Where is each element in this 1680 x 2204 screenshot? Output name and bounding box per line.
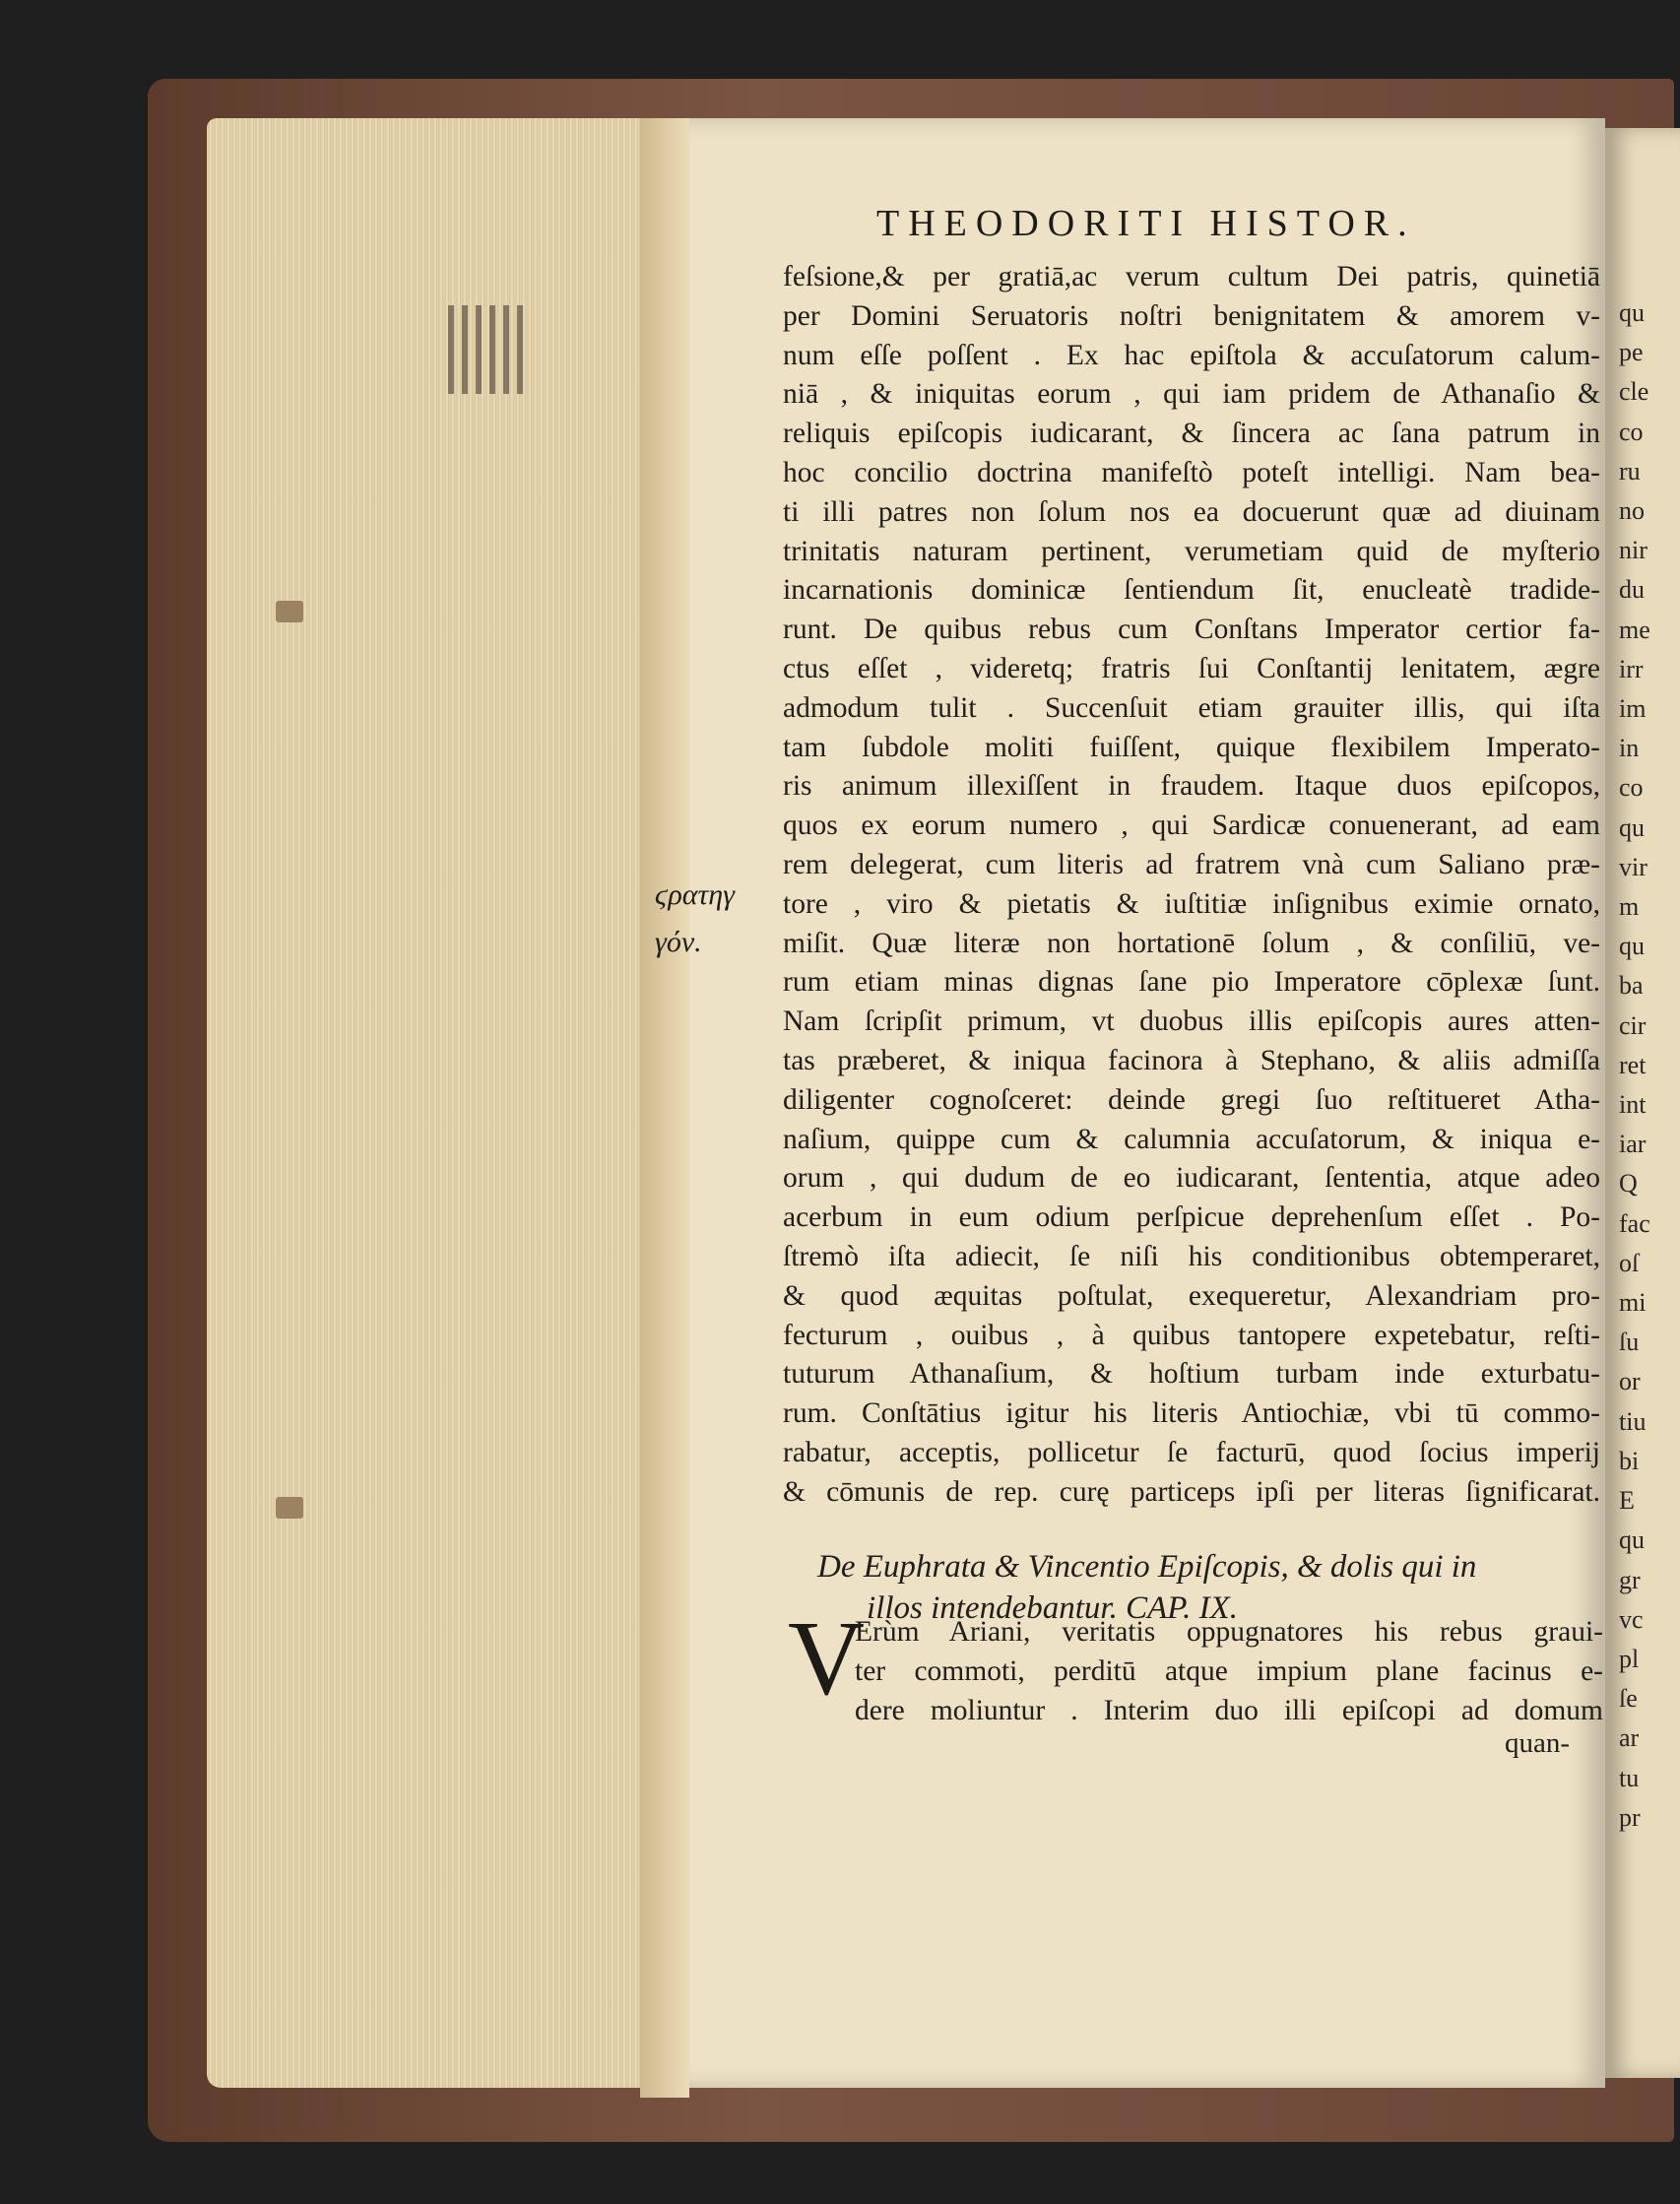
facing-page-fragment: in — [1619, 734, 1640, 763]
facing-page-fragment: Q — [1619, 1169, 1638, 1199]
text-line: ctus eſſet , videretq; fratris ſui Conſtantij lenitatem, ægre — [783, 652, 1600, 684]
marginal-note-line: ϛρατηγ — [655, 878, 735, 911]
text-line: Erùm Ariani, veritatis oppugnatores his rebus graui- — [855, 1616, 1603, 1648]
text-line: orum , qui dudum de eo iudicarant, ſententia, atque adeo — [783, 1162, 1600, 1195]
text-line: tore , viro & pietatis & iuſtitiæ inſignibus eximie ornato, — [783, 887, 1600, 920]
facing-page-fragment: ru — [1619, 456, 1641, 486]
text-line: ris animum illexiſſent in fraudem. Itaque duos epiſcopos, — [783, 770, 1600, 803]
facing-page-fragment: gr — [1619, 1565, 1641, 1594]
text-line: hoc concilio doctrina manifeſtò poteſt intelligi. Nam bea- — [783, 456, 1600, 488]
facing-page-fragment: E — [1619, 1486, 1635, 1516]
drop-cap: V — [788, 1600, 865, 1718]
chapter-paragraph — [855, 1613, 1603, 1730]
spine-label — [448, 305, 527, 394]
facing-page-fragment: co — [1619, 773, 1644, 803]
main-text — [783, 258, 1600, 1513]
facing-page-fragment: qu — [1619, 1525, 1645, 1555]
text-line: rum etiam minas dignas ſane pio Imperatore cōplexæ ſunt. — [783, 966, 1600, 999]
marginal-note-line: γόν. — [655, 926, 702, 958]
facing-page-fragment: bi — [1619, 1446, 1640, 1475]
facing-page-fragment: m — [1619, 892, 1640, 922]
facing-page-fragment: ret — [1619, 1050, 1647, 1079]
text-line: rem delegerat, cum literis ad fratrem vnà cum Saliano præ- — [783, 848, 1600, 880]
text-line: tam ſubdole moliti fuiſſent, quique flexibilem Imperato- — [783, 731, 1600, 763]
facing-page-text — [1605, 128, 1680, 1838]
text-line: miſit. Quæ literæ non hortationē ſolum , & conſiliū, ve- — [783, 927, 1600, 959]
text-line: quos ex eorum numero , qui Sardicæ conuenerant, ad eam — [783, 810, 1600, 842]
facing-page-fragment: vir — [1619, 852, 1648, 881]
text-line: Nam ſcripſit primum, vt duobus illis epiſcopis aures atten- — [783, 1005, 1600, 1038]
text-line: naſium, quippe cum & calumnia accuſatorum, & iniqua e- — [783, 1123, 1600, 1155]
facing-page-fragment: ſe — [1619, 1684, 1638, 1714]
facing-page-fragment: nir — [1619, 536, 1648, 565]
text-line: reliquis epiſcopis iudicarant, & ſincera ac ſana patrum in — [783, 418, 1600, 450]
facing-page-fragment: vc — [1619, 1604, 1644, 1634]
clasp-bottom — [276, 1497, 303, 1519]
text-line: tas præberet, & iniqua facinora à Stephano, & aliis admiſſa — [783, 1044, 1600, 1076]
text-line: ti illi patres non ſolum nos ea docuerunt quæ ad diuinam — [783, 495, 1600, 528]
facing-page-fragment: ar — [1619, 1723, 1640, 1753]
facing-page-fragment: du — [1619, 575, 1645, 605]
facing-page-fragment: tu — [1619, 1763, 1640, 1792]
facing-page-fragment: me — [1619, 615, 1650, 644]
facing-page-fragment: no — [1619, 496, 1645, 526]
gutter — [640, 118, 689, 2098]
text-line: rum. Conſtātius igitur his literis Antiochiæ, vbi tū commo- — [783, 1397, 1600, 1430]
text-line: acerbum in eum odium perſpicue deprehenſum eſſet . Po- — [783, 1201, 1600, 1234]
text-line: trinitatis naturam pertinent, verumetiam quid de myſterio — [783, 535, 1600, 567]
facing-page — [1605, 128, 1680, 2078]
chapter-title-line: illos intendebantur. CAP. IX. — [867, 1590, 1239, 1626]
text-line: & quod æquitas poſtulat, exequeretur, Alexandriam pro- — [783, 1279, 1600, 1312]
facing-page-fragment: oſ — [1619, 1248, 1640, 1277]
facing-page-fragment: cle — [1619, 377, 1649, 407]
text-line: runt. De quibus rebus cum Conſtans Imperator certior fa- — [783, 614, 1600, 646]
facing-page-fragment: iar — [1619, 1130, 1647, 1159]
text-line: feſsione,& per gratiā,ac verum cultum Dei patris, quinetiā — [783, 261, 1600, 292]
clasp-top — [276, 601, 303, 622]
text-line: niā , & iniquitas eorum , qui iam pridem de Athanaſio & — [783, 378, 1600, 411]
text-line: per Domini Seruatoris noſtri benignitatem & amorem v- — [783, 299, 1600, 332]
text-line: & cōmunis de rep. curę particeps ipſi per literas ſignificarat. — [783, 1475, 1600, 1508]
running-head: THEODORITI HISTOR. — [876, 203, 1416, 244]
facing-page-fragment: pl — [1619, 1644, 1640, 1673]
facing-page-fragment: pr — [1619, 1802, 1641, 1832]
facing-page-fragment: qu — [1619, 298, 1645, 327]
text-line: incarnationis dominicæ ſentiendum ſit, enucleatè tradide- — [783, 574, 1600, 607]
facing-page-fragment: cir — [1619, 1010, 1647, 1040]
text-line: ter commoti, perditū atque impium plane facinus e- — [855, 1654, 1603, 1687]
text-line: dere moliuntur . Interim duo illi epiſcopi ad domum — [855, 1694, 1603, 1726]
facing-page-fragment: ſu — [1619, 1328, 1640, 1357]
text-line: num eſſe poſſent . Ex hac epiſtola & accuſatorum calum- — [783, 339, 1600, 371]
text-line: diligenter cognoſceret: deinde gregi ſuo reſtitueret Atha- — [783, 1083, 1600, 1116]
facing-page-fragment: qu — [1619, 932, 1645, 961]
text-line: rabatur, acceptis, pollicetur ſe facturū, quod ſocius imperij — [783, 1436, 1600, 1468]
text-line: admodum tulit . Succenſuit etiam grauiter illis, qui iſta — [783, 691, 1600, 724]
facing-page-fragment: im — [1619, 694, 1647, 724]
facing-page-fragment: int — [1619, 1090, 1647, 1120]
chapter-title-line: De Euphrata & Vincentio Epiſcopis, & dolis qui in — [817, 1549, 1477, 1585]
facing-page-fragment: or — [1619, 1367, 1641, 1396]
facing-page-fragment: tiu — [1619, 1406, 1647, 1436]
facing-page-fragment: fac — [1619, 1208, 1650, 1238]
page-block-edge — [207, 118, 660, 2088]
marginal-note — [655, 872, 773, 966]
facing-page-fragment: mi — [1619, 1288, 1647, 1318]
catchword: quan- — [1505, 1727, 1571, 1759]
text-line: tuturum Athanaſium, & hoſtium turbam inde exturbatu- — [783, 1358, 1600, 1391]
facing-page-fragment: irr — [1619, 654, 1644, 683]
text-line: fecturum , ouibus , à quibus tantopere expetebatur, reſti- — [783, 1319, 1600, 1351]
text-line: ſtremò iſta adiecit, ſe niſi his conditionibus obtemperaret, — [783, 1240, 1600, 1272]
facing-page-fragment: ba — [1619, 971, 1644, 1001]
facing-page-fragment: qu — [1619, 812, 1645, 842]
facing-page-fragment: pe — [1619, 338, 1644, 367]
facing-page-fragment: co — [1619, 417, 1644, 446]
